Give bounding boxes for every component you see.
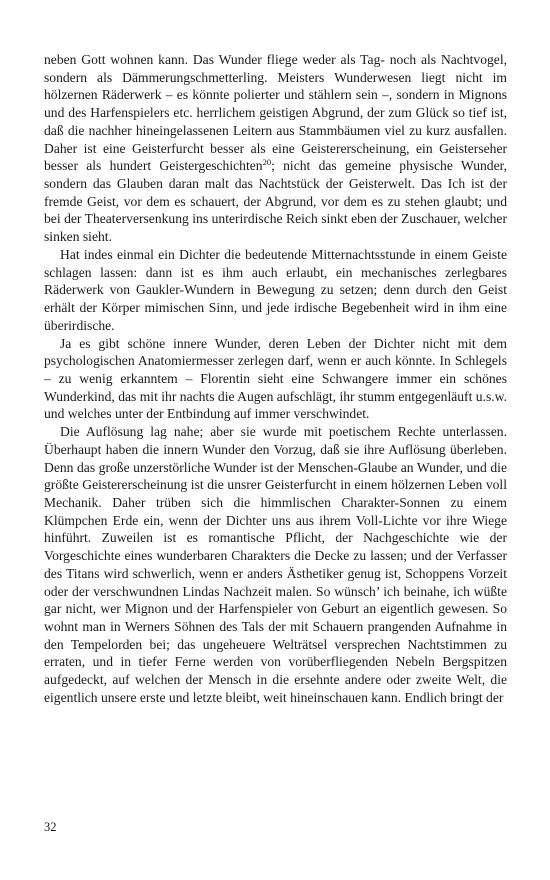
paragraph-1-text-continued: ; nicht das gemeine physische Wunder, sondern das Glauben daran malt das Nachtstück der Geisterwelt. Das Ich ist der fremde Geist, vor dem es schauert, der Abgrund, vor dem es zu stehen glaubt; und bei der Theaterversenkung ins unterirdische Reich sinkt eben der Zuschauer, welcher sinken sieht. bbox=[44, 158, 507, 245]
page-number: 32 bbox=[44, 820, 57, 834]
paragraph-2: Hat indes einmal ein Dichter die bedeutende Mitternachtsstunde in einem Geiste schlagen lassen: dann ist es ihm auch erlaubt, ein mechanisches zerlegbares Räderwerk von Gaukler-Wundern in Bewegung zu setzen; denn durch den Geist erhält der Körper mimischen Sinn, und jede irdische Begebenheit wird in ihm eine überirdische. bbox=[44, 246, 507, 333]
page-body bbox=[44, 51, 507, 707]
paragraph-1 bbox=[44, 51, 507, 246]
paragraph-4: Die Auflösung lag nahe; aber sie wurde mit poetischem Rechte unterlassen. Überhaupt haben die innern Wunder den Vorzug, daß sie ihre Auflösung überleben. Denn das große unzerstörliche Wunder ist der Menschen-Glaube an Wunder, und die größte Geistererscheinung ist die unsrer Geisterfurcht in einem hölzernen Leben voll Mechanik. Daher trüben sich die himmlischen Charakter-Sonnen zu einem Klümpchen Erde ein, wenn der Dichter uns aus ihrem Voll-Lichte vor ihre Wiege hinführt. Zuweilen ist es romantische Pflicht, der Nachgeschichte wie der Vorgeschichte eines wunderbaren Charakters die Decke zu lassen; und der Verfasser des Titans wird schwerlich, wenn er anders Ästhetiker genug ist, Schoppens Vorzeit oder der verschwundnen Lindas Nachzeit malen. So wünsch’ ich beinahe, ich wüßte gar nicht, wer Mignon und der Harfenspieler von Geburt an eigentlich gewesen. So wohnt man in Werners Söhnen des Tals der mit Schauern prangenden Aufnahme in den Tempelorden bei; das ungeheuere Welträtsel versprechen Nachtstimmen zu erraten, und in tiefer Ferne werden von vorüberfliegenden Nebeln Bergspitzen aufgedeckt, auf welchen der Mensch in die ersehnte andere oder zweite Welt, die eigentlich unsere erste und letzte bleibt, weit hineinschauen kann. Endlich bringt der bbox=[44, 424, 507, 705]
paragraph-1-text: neben Gott wohnen kann. Das Wunder fliege weder als Tag- noch als Nachtvogel, sondern als Dämmerungschmetterling. Meisters Wunderwesen liegt nicht im hölzernen Räderwerk – es könnte polierter und stählern sein –, sondern in Mignons und des Harfenspielers etc. herrlichem geistigen Abgrund, der zum Glück so tief ist, daß die nachher hineingelassenen Leitern aus Stammbäumen viel zu kurz ausfallen. Daher ist eine Geisterfurcht besser als eine Geistererscheinung, ein Geisterseher besser als hundert Geistergeschichten bbox=[44, 52, 507, 174]
footnote-marker[interactable]: 20 bbox=[262, 157, 272, 168]
paragraph-3: Ja es gibt schöne innere Wunder, deren Leben der Dichter nicht mit dem psychologischen Anatomiermesser zerlegen darf, wenn er auch könnte. In Schlegels – zu wenig erkanntem – Florentin sieht eine Schwangere immer ein schönes Wunderkind, das mit ihr nachts die Augen aufschlägt, ihr stumm entgegenläuft u.s.w. und welches unter der Entbindung auf immer verschwindet. bbox=[44, 335, 507, 422]
